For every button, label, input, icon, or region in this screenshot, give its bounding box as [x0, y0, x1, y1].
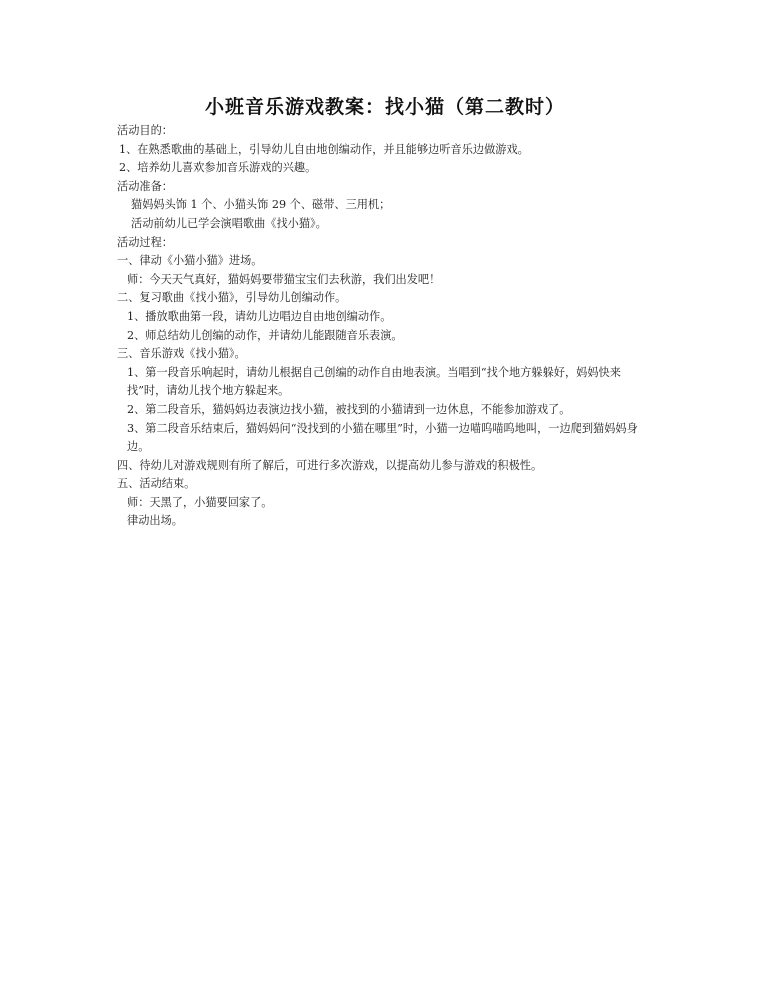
purpose-item-1: 1、在熟悉歌曲的基础上，引导幼儿自由地创编动作，并且能够边听音乐边做游戏。	[119, 142, 529, 156]
process-step-2-item-2: 2、师总结幼儿创编的动作，并请幼儿能跟随音乐表演。	[127, 328, 403, 342]
process-step-5-text: 师：天黑了，小猫要回家了。	[127, 495, 273, 509]
section-heading-preparation: 活动准备：	[117, 179, 173, 193]
section-heading-process: 活动过程：	[117, 235, 173, 249]
purpose-item-2: 2、培养幼儿喜欢参加音乐游戏的兴趣。	[119, 161, 317, 175]
preparation-item-1: 猫妈妈头饰 1 个、小猫头饰 29 个、磁带、三用机；	[131, 198, 391, 212]
document-title: 小班音乐游戏教案：找小猫（第二教时）	[204, 96, 565, 118]
process-step-3-item-2: 2、第二段音乐，猫妈妈边表演边找小猫，被找到的小猫请到一边休息，不能参加游戏了。	[127, 402, 571, 416]
section-heading-purpose: 活动目的：	[117, 124, 173, 137]
preparation-item-2: 活动前幼儿已学会演唱歌曲《找小猫》。	[131, 216, 327, 230]
document-body	[117, 122, 657, 531]
process-step-3: 三、音乐游戏《找小猫》。	[117, 347, 246, 361]
process-step-4: 四、待幼儿对游戏规则有所了解后，可进行多次游戏，以提高幼儿参与游戏的积极性。	[117, 458, 543, 472]
process-step-2: 二、复习歌曲《找小猫》，引导幼儿创编动作。	[117, 291, 347, 305]
process-step-5: 五、活动结束。	[117, 477, 196, 491]
process-step-1: 一、律动《小猫小猫》进场。	[117, 254, 263, 268]
process-step-3-item-3: 3、第二段音乐结束后，猫妈妈问“没找到的小猫在哪里”时，小猫一边喵呜喵呜地叫，一边爬到猫妈妈身边。	[127, 421, 638, 454]
process-step-2-item-1: 1、播放歌曲第一段，请幼儿边唱边自由地创编动作。	[127, 309, 392, 323]
process-step-5-ending: 律动出场。	[127, 514, 183, 528]
process-step-3-item-1: 1、第一段音乐响起时，请幼儿根据自己创编的动作自由地表演。当唱到“找个地方躲躲好，妈妈快来找”时，请幼儿找个地方躲起来。	[127, 365, 621, 398]
process-step-1-text: 师：今天天气真好，猫妈妈要带猫宝宝们去秋游，我们出发吧！	[127, 272, 441, 286]
